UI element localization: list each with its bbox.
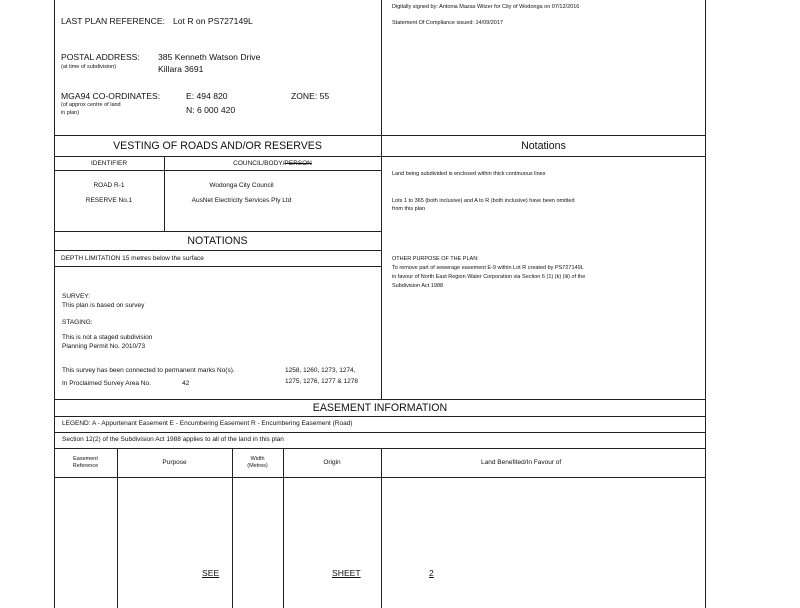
other-purpose-line1: To remove part of sewerage easement E-9 within Lot R created by PS727149L	[392, 265, 584, 271]
survey-area-value: 42	[182, 380, 190, 387]
last-plan-value: Lot R on PS727149L	[173, 16, 253, 26]
survey-text: This plan is based on survey	[62, 302, 145, 309]
other-purpose-line2: in favour of North East Region Water Corporation via Section 6 (1) (k) (iii) of the	[392, 274, 586, 280]
vesting-top-line	[54, 135, 706, 136]
last-plan-label: LAST PLAN REFERENCE:	[61, 16, 165, 26]
permanent-marks-values-2: 1275, 1276, 1277 & 1278	[285, 378, 359, 385]
mga-note-line2: in plan)	[61, 110, 80, 116]
postal-address-line1: 385 Kenneth Watson Drive	[158, 52, 261, 62]
easement-col-divider-2	[232, 448, 233, 608]
postal-address-label: POSTAL ADDRESS:	[61, 52, 140, 62]
notation-omitted-lots-1: Lots 1 to 365 (both inclusive) and A to R (both inclusive) have been omitted	[392, 198, 575, 204]
col-width-line2: (Metres)	[247, 463, 268, 469]
vesting-col-council-struck: PERSON	[284, 160, 312, 167]
mga-zone: ZONE: 55	[291, 91, 330, 101]
easement-col-divider-3	[283, 448, 284, 608]
notation-enclosed-land: Land being subdivided is enclosed within thick continuous lines	[392, 171, 546, 177]
digital-signature-text: Digitally signed by: Antonia Mazas Witzer for City of Wodonga on 07/12/2016	[392, 4, 580, 10]
easement-col-divider-1	[117, 448, 118, 608]
vesting-row-council: AusNet Electricity Services Pty Ltd	[191, 197, 292, 204]
other-purpose-line3: Subdivision Act 1988	[392, 283, 444, 289]
vesting-row-identifier: RESERVE No.1	[85, 197, 133, 204]
section-note: Section 12(2) of the Subdivision Act 1988 applies to all of the land in this plan	[62, 436, 284, 443]
notations-title-line	[54, 250, 381, 251]
survey-area-text: In Proclaimed Survey Area No.	[62, 380, 151, 387]
mga-easting: E: 494 820	[186, 91, 228, 101]
notation-omitted-lots-2: from this plan	[392, 206, 426, 212]
notations-title: NOTATIONS	[187, 235, 248, 247]
notations-right-title-line	[381, 156, 706, 157]
depth-line	[54, 266, 381, 267]
middle-center-divider	[381, 135, 382, 399]
col-land-benefited: Land Benefited/In Favour of	[481, 459, 562, 466]
mga-note-line1: (of approx centre of land	[61, 102, 121, 108]
staging-text-1: This is not a staged subdivision	[62, 334, 153, 341]
see-sheet-reference: SEE	[202, 568, 220, 578]
vesting-title-line	[54, 156, 381, 157]
col-width-line1: Width	[250, 456, 265, 462]
compliance-statement-text: Statement Of Compliance issued: 14/09/2017	[392, 20, 503, 26]
section-note-line	[54, 448, 706, 449]
easement-col-divider-4	[381, 448, 382, 608]
vesting-row-identifier: ROAD R-1	[93, 182, 125, 189]
staging-text-2: Planning Permit No. 2010/73	[62, 343, 146, 350]
col-easement-ref-line1: Easement	[73, 456, 98, 462]
vesting-header-line	[54, 170, 381, 171]
sheet-number: 2	[429, 568, 434, 578]
vesting-row-council: Wodonga City Council	[209, 182, 274, 189]
vesting-col-council-prefix: COUNCIL/BODY/	[233, 160, 285, 167]
permanent-marks-values-1: 1258, 1260, 1273, 1274,	[285, 367, 356, 374]
easement-header-line	[54, 477, 706, 478]
col-purpose: Purpose	[162, 459, 187, 466]
other-purpose-label: OTHER PURPOSE OF THE PLAN:	[392, 256, 479, 262]
sheet-label: SHEET	[332, 568, 361, 578]
vesting-title: VESTING OF ROADS AND/OR RESERVES	[113, 140, 322, 152]
mga-northing: N: 6 000 420	[186, 105, 236, 115]
top-center-divider	[381, 0, 382, 135]
easement-title: EASEMENT INFORMATION	[312, 402, 448, 414]
vesting-col-identifier: IDENTIFIER	[90, 160, 128, 167]
permanent-marks-text: This survey has been connected to permanent marks No(s).	[62, 367, 235, 374]
staging-label: STAGING:	[62, 319, 93, 326]
easement-legend: LEGEND: A - Appurtenant Easement E - Encumbering Easement R - Encumbering Easement (Road)	[62, 420, 353, 427]
depth-limitation: DEPTH LIMITATION 15 metres below the surface	[61, 255, 204, 262]
legend-line	[54, 432, 706, 433]
col-origin: Origin	[323, 459, 341, 466]
notations-right-title: Notations	[521, 140, 566, 152]
easement-title-line	[54, 416, 706, 417]
postal-address-line2: Killara 3691	[158, 64, 204, 74]
postal-address-note: (at time of subdivision)	[61, 64, 117, 70]
survey-label: SURVEY:	[62, 293, 91, 300]
mga-coordinates-label: MGA94 CO-ORDINATES:	[61, 91, 161, 101]
vesting-col-council	[164, 160, 381, 168]
vesting-body-bottom-line	[54, 231, 381, 232]
col-easement-ref-line2: Reference	[72, 463, 99, 469]
easement-top-line	[54, 399, 706, 400]
